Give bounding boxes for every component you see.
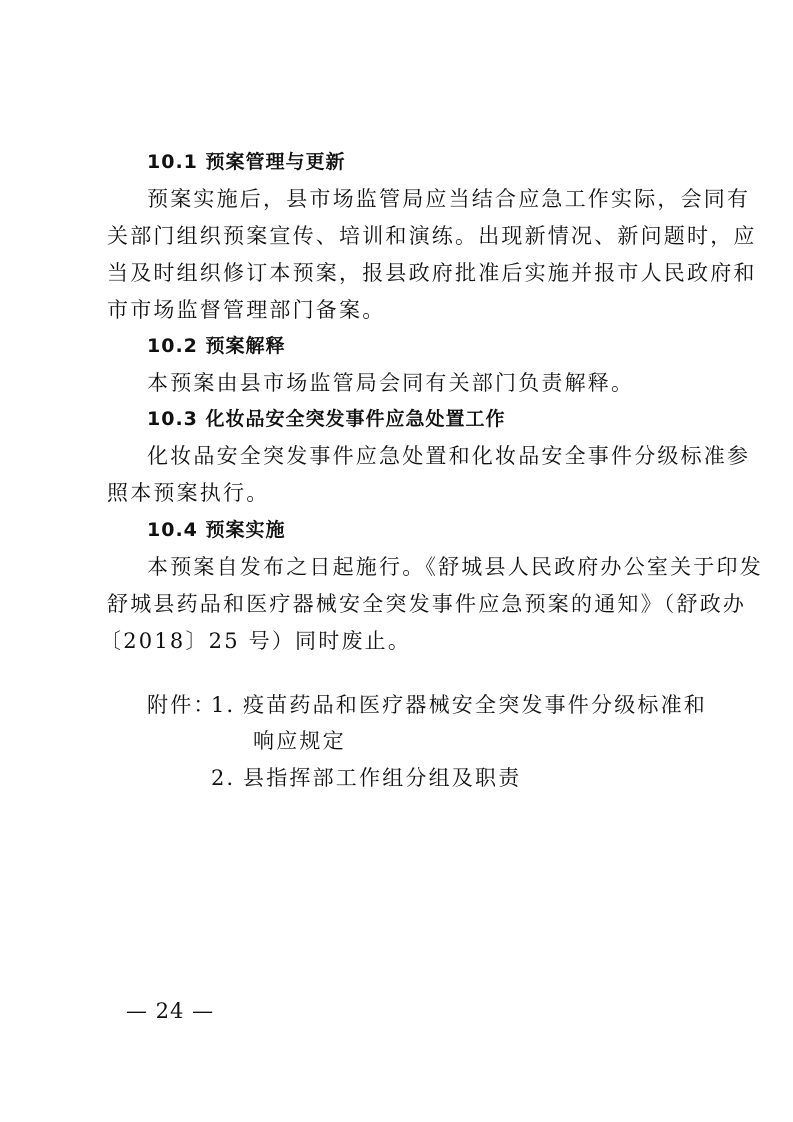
attachment-item-1: 疫苗药品和医疗器械安全突发事件分级标准和 <box>243 693 707 717</box>
attachment-item-1-continued: 响应规定 <box>253 729 346 753</box>
paragraph-line: 当及时组织修订本预案，报县政府批准后实施并报市人民政府和 <box>107 261 757 285</box>
section-heading-10-2: 10.2 预案解释 <box>147 335 286 357</box>
paragraph-line: 预案实施后，县市场监管局应当结合应急工作实际，会同有 <box>147 187 751 211</box>
page-number: — 24 — <box>126 999 215 1023</box>
paragraph-line: 市市场监督管理部门备案。 <box>107 298 386 322</box>
attachment-number: 1． <box>211 693 250 717</box>
paragraph-line: 关部门组织预案宣传、培训和演练。出现新情况、新问题时，应 <box>107 224 757 248</box>
section-heading-10-3: 10.3 化妆品安全突发事件应急处置工作 <box>147 408 506 430</box>
section-heading-10-4: 10.4 预案实施 <box>147 519 286 541</box>
paragraph-line: 本预案由县市场监管局会同有关部门负责解释。 <box>147 371 635 395</box>
paragraph-line: 化妆品安全突发事件应急处置和化妆品安全事件分级标准参 <box>147 444 751 468</box>
attachments-label: 附件： <box>147 693 217 717</box>
attachment-item-2: 县指挥部工作组分组及职责 <box>243 766 522 790</box>
paragraph-line: 本预案自发布之日起施行。《舒城县人民政府办公室关于印发 <box>147 555 763 579</box>
paragraph-line: 〔2018〕25 号）同时废止。 <box>100 629 412 653</box>
paragraph-line: 舒城县药品和医疗器械安全突发事件应急预案的通知》（舒政办 <box>107 592 747 616</box>
attachment-number: 2． <box>211 766 250 790</box>
paragraph-line: 照本预案执行。 <box>107 481 270 505</box>
section-heading-10-1: 10.1 预案管理与更新 <box>147 151 346 173</box>
